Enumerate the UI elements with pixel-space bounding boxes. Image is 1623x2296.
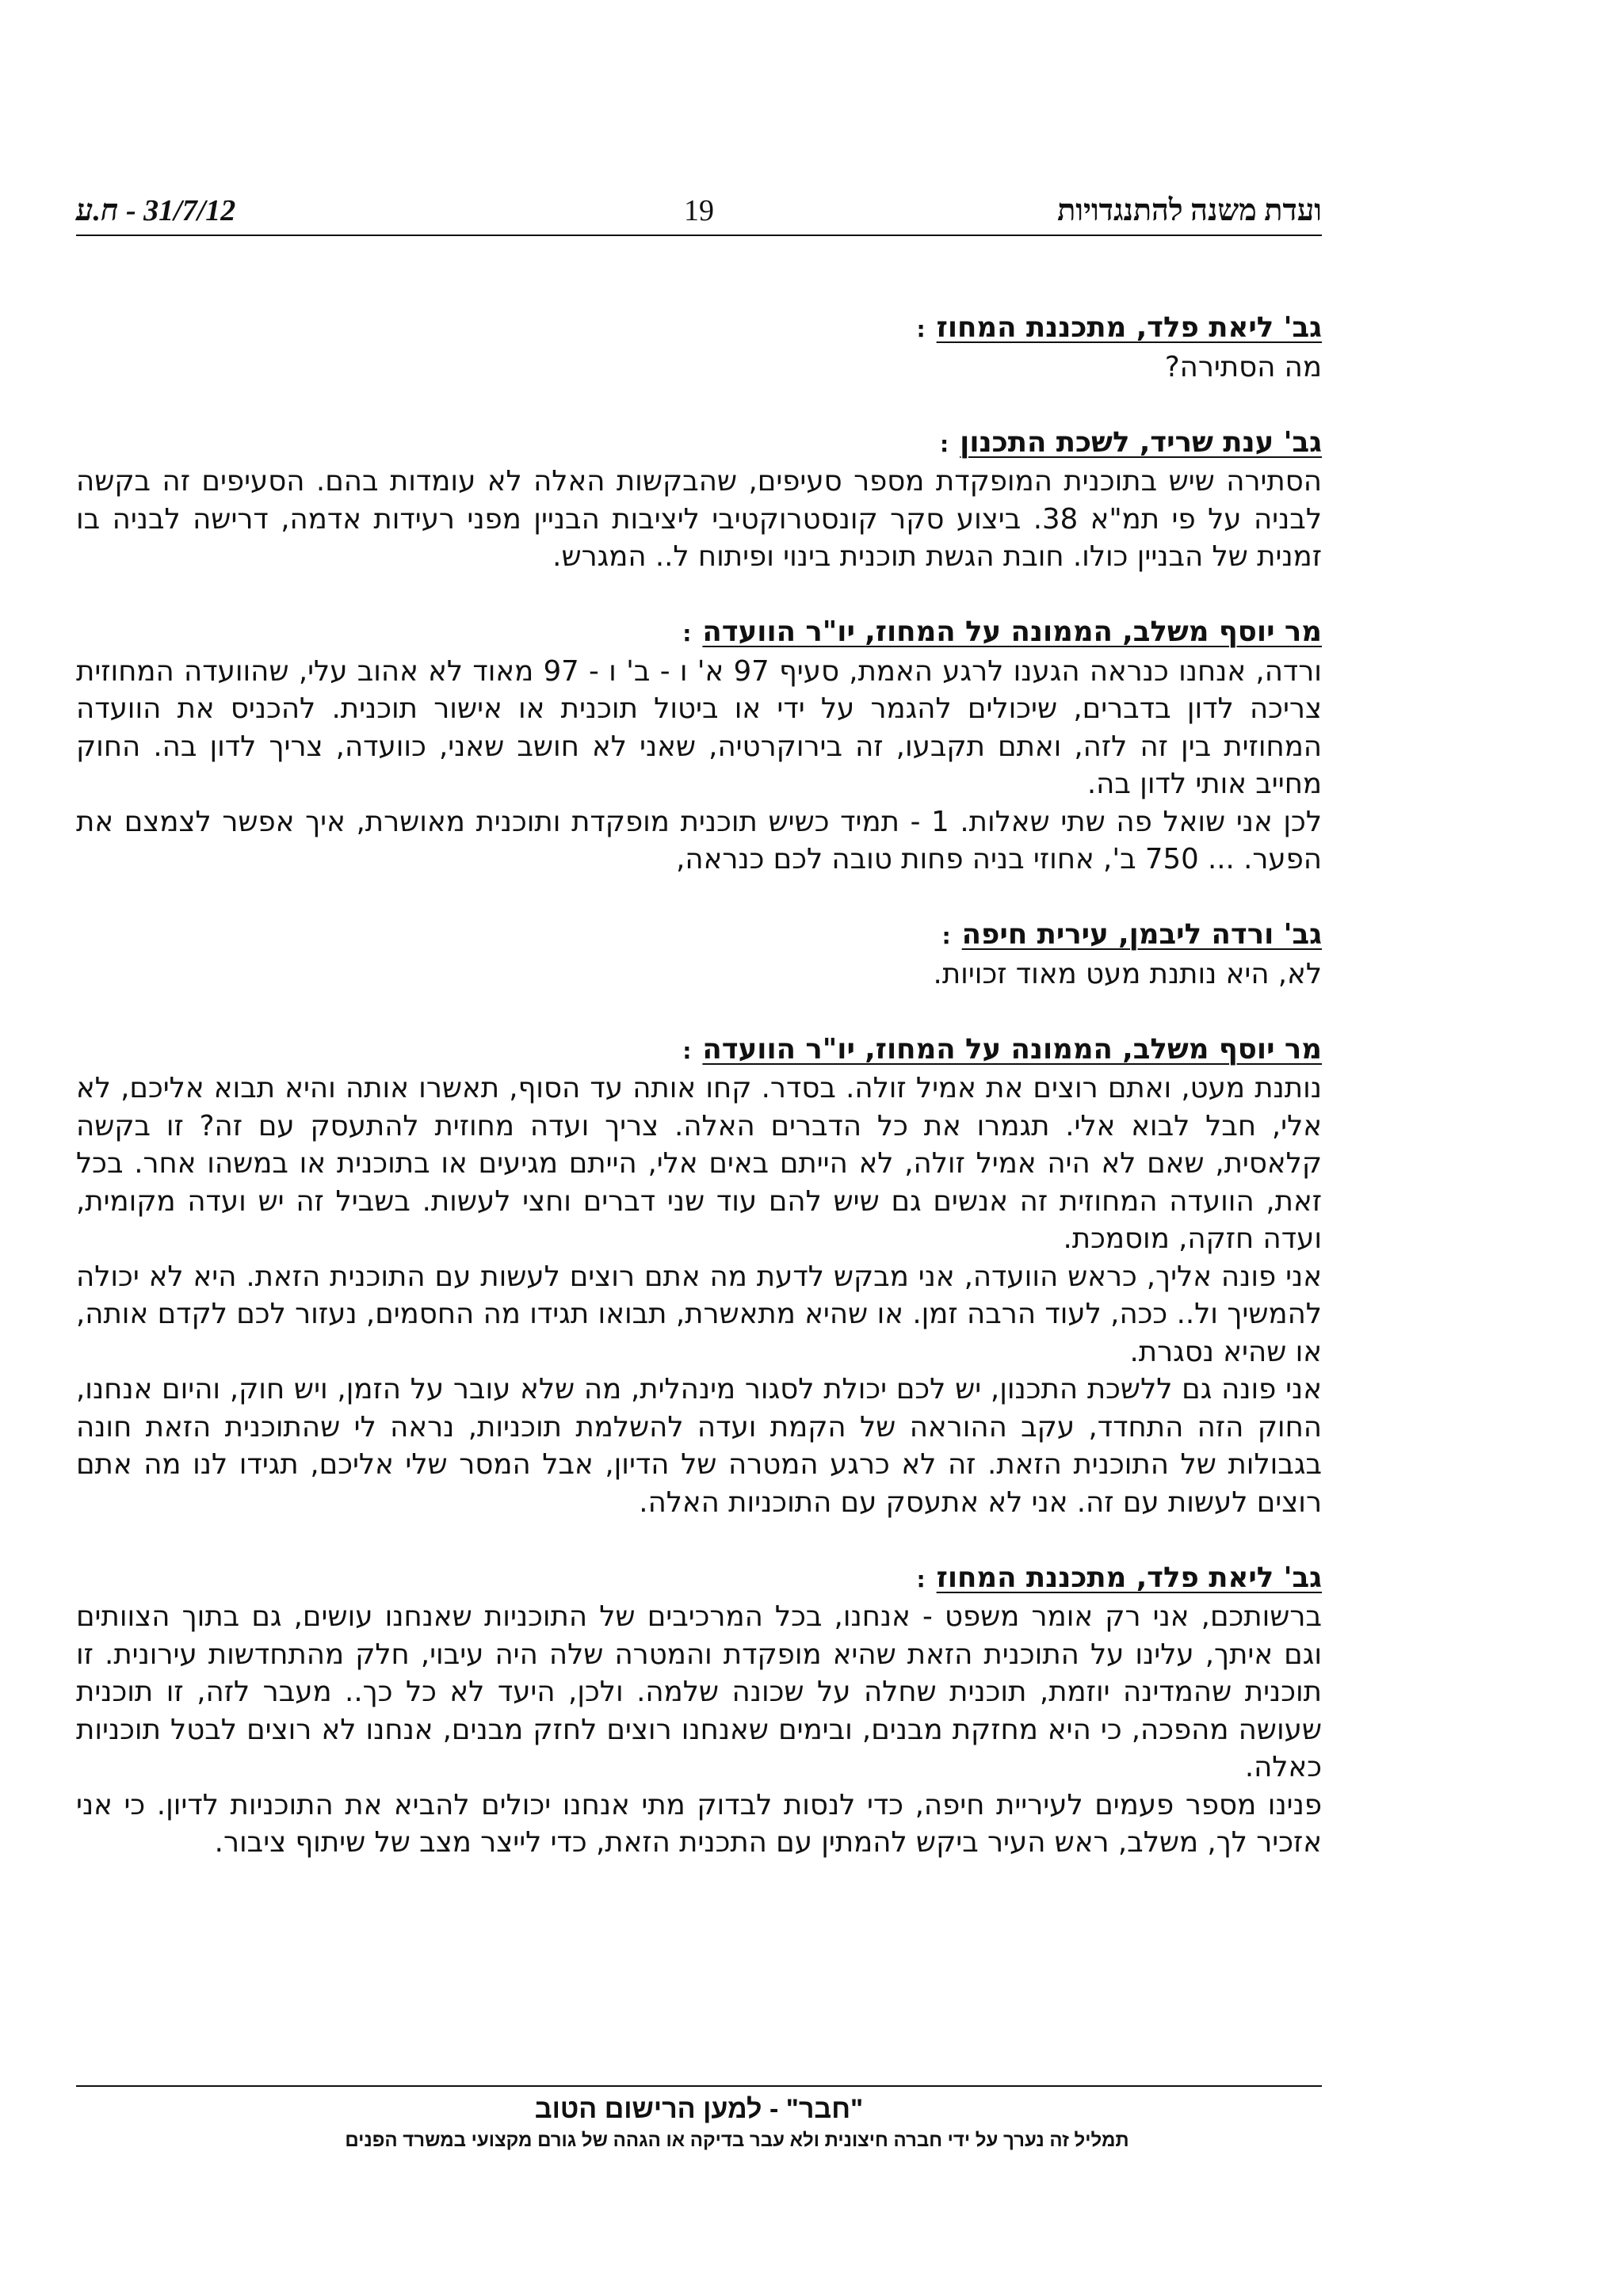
speaker-line — [76, 613, 1322, 653]
page-header — [76, 190, 1322, 236]
speech-paragraph: פנינו מספר פעמים לעיריית חיפה, כדי לנסות לבדוק מתי אנחנו יכולים להביא את התוכניות לדיון. כי אני אזכיר לך, משלב, ראש העיר ביקש להמתין עם התכנית הזאת, כדי לייצר מצב של שיתוף ציבור. — [76, 1788, 1322, 1859]
speaker-colon: : — [916, 316, 926, 342]
speaker-line — [76, 916, 1322, 955]
speaker-block — [76, 613, 1322, 879]
speaker-block — [76, 309, 1322, 386]
speaker-block — [76, 424, 1322, 576]
speaker-name: גב' ענת שריד, לשכת התכנון — [960, 425, 1322, 459]
speech-paragraph: לכן אני שואל פה שתי שאלות. 1 - תמיד כשיש תוכנית מופקדת ותוכנית מאושרת, איך אפשר לצמצם את הפער. ... 750 ב', אחוזי בניה פחות טובה לכם כנראה, — [76, 805, 1323, 875]
speaker-name: גב' ורדה ליבמן, עירית חיפה — [961, 918, 1322, 951]
speaker-block — [76, 916, 1322, 993]
date-initials: 31/7/12 - ח.ע — [76, 194, 236, 227]
footer-disclaimer: תמליל זה נערך על ידי חברה חיצונית ולא עבר בדיקה או הגהה של גורם מקצועי במשרד הפנים — [345, 2130, 1129, 2151]
speech-paragraph: אני פונה גם ללשכת התכנון, יש לכם יכולת לסגור מינהלית, מה שלא עובר על הזמן, ויש חוק, והיום אנחנו, החוק הזה התחדד, עקב ההוראה של הקמת ועדה להשלמת תוכניות, נראה לי שהתוכנית הזאת חונה בגבולות של התוכנית הזאת. זה לא כרגע המטרה של הדיון, אבל המסר שלי אליכם, תגידו לנו מה אתם רוצים לעשות עם זה. אני לא אתעסק עם התוכניות האלה. — [76, 1373, 1322, 1519]
committee-title: ועדת משנה להתנגדויות — [1057, 194, 1322, 227]
speaker-block — [76, 1559, 1322, 1862]
speech-paragraph: נותנת מעט, ואתם רוצים את אמיל זולה. בסדר. קחו אותה עד הסוף, תאשרו אותה והיא תבוא אליכם, לא אלי, חבל לבוא אלי. תגמרו את כל הדברים האלה. צריך ועדה מחוזית להתעסק עם זה? זו בקשה קלאסית, שאם לא היה אמיל זולה, לא הייתם באים אלי, הייתם מגיעים או בתוכנית או במשהו אחר. בכל זאת, הוועדה המחוזית זה אנשים גם שיש להם עוד שני דברים וחצי לעשות. בשביל זה יש ועדה מקומית, ועדה חזקה, מוסמכת. — [76, 1072, 1322, 1255]
page-footer — [76, 2085, 1322, 2155]
speech-paragraph: ברשותכם, אני רק אומר משפט - אנחנו, בכל המרכיבים של התוכניות שאנחנו עושים, גם בתוך הצוותים וגם איתך, עלינו על התוכנית הזאת שהיא מופקדת והמטרה שלה היה עיבוי, חלק מהתחדשות עירונית. זו תוכנית שהמדינה יוזמת, תוכנית שחלה על שכונה שלמה. ולכן, היעד לא כל כך.. מעבר לזה, זו תוכנית שעושה מהפכה, כי היא מחזקת מבנים, ובימים שאנחנו רוצים לחזק מבנים, אנחנו לא רוצים לבטל תוכניות כאלה. — [76, 1600, 1322, 1783]
speaker-name: גב' ליאת פלד, מתכננת המחוז — [936, 1561, 1322, 1594]
document-page — [76, 0, 1322, 2296]
transcript-body — [76, 309, 1322, 1899]
speech-paragraph: אני פונה אליך, כראש הוועדה, אני מבקש לדעת מה אתם רוצים לעשות עם התוכנית הזאת. היא לא יכולה להמשיך ול.. ככה, לעוד הרבה זמן. או שהיא מתאשרת, תבואו תגידו מה החסמים, נעזור לכם לקדם אותה, או שהיא נסגרת. — [76, 1260, 1322, 1368]
page-number: 19 — [684, 194, 714, 227]
speaker-line — [76, 309, 1322, 349]
speaker-colon: : — [939, 430, 949, 457]
speaker-line — [76, 424, 1322, 463]
speaker-name: גב' ליאת פלד, מתכננת המחוז — [936, 311, 1322, 344]
speech-paragraph: מה הסתירה? — [1164, 350, 1322, 383]
footer-title: "חבר" - למען הרישום הטוב — [534, 2094, 864, 2124]
speaker-block — [76, 1031, 1322, 1522]
speaker-name: מר יוסף משלב, הממונה על המחוז, יו"ר הוועדה — [702, 1032, 1322, 1066]
speech-paragraph: הסתירה שיש בתוכנית המופקדת מספר סעיפים, שהבקשות האלה לא עומדות בהם. הסעיפים זה בקשה לבניה על פי תמ"א 38. ביצוע סקר קונסטרוקטיבי ליציבות הבניין מפני רעידות אדמה, דרישה לבניה בו זמנית של הבניין כולו. חובת הגשת תוכנית בינוי ופיתוח ל.. המגרש. — [76, 465, 1322, 573]
speaker-colon: : — [916, 1566, 926, 1592]
speaker-line — [76, 1559, 1322, 1599]
speaker-name: מר יוסף משלב, הממונה על המחוז, יו"ר הוועדה — [702, 616, 1322, 648]
speech-paragraph: לא, היא נותנת מעט מאוד זכויות. — [933, 957, 1322, 990]
speech-paragraph: ורדה, אנחנו כנראה הגענו לרגע האמת, סעיף 97 א' ו - ב' ו - 97 מאוד לא אהוב עלי, שהוועדה המחוזית צריכה לדון בדברים, שיכולים להגמר על ידי או ביטול תוכנית או אישור תוכנית. להכניס את הוועדה המחוזית בין זה לזה, ואתם תקבעו, זה בירוקרטיה, שאני לא חושב שאני, כוועדה, צריך לדון בה. החוק מחייב אותי לדון בה. — [76, 654, 1322, 800]
speaker-colon: : — [941, 923, 951, 949]
speaker-colon: : — [682, 1037, 692, 1064]
speaker-line — [76, 1031, 1322, 1070]
speaker-colon: : — [682, 620, 692, 646]
